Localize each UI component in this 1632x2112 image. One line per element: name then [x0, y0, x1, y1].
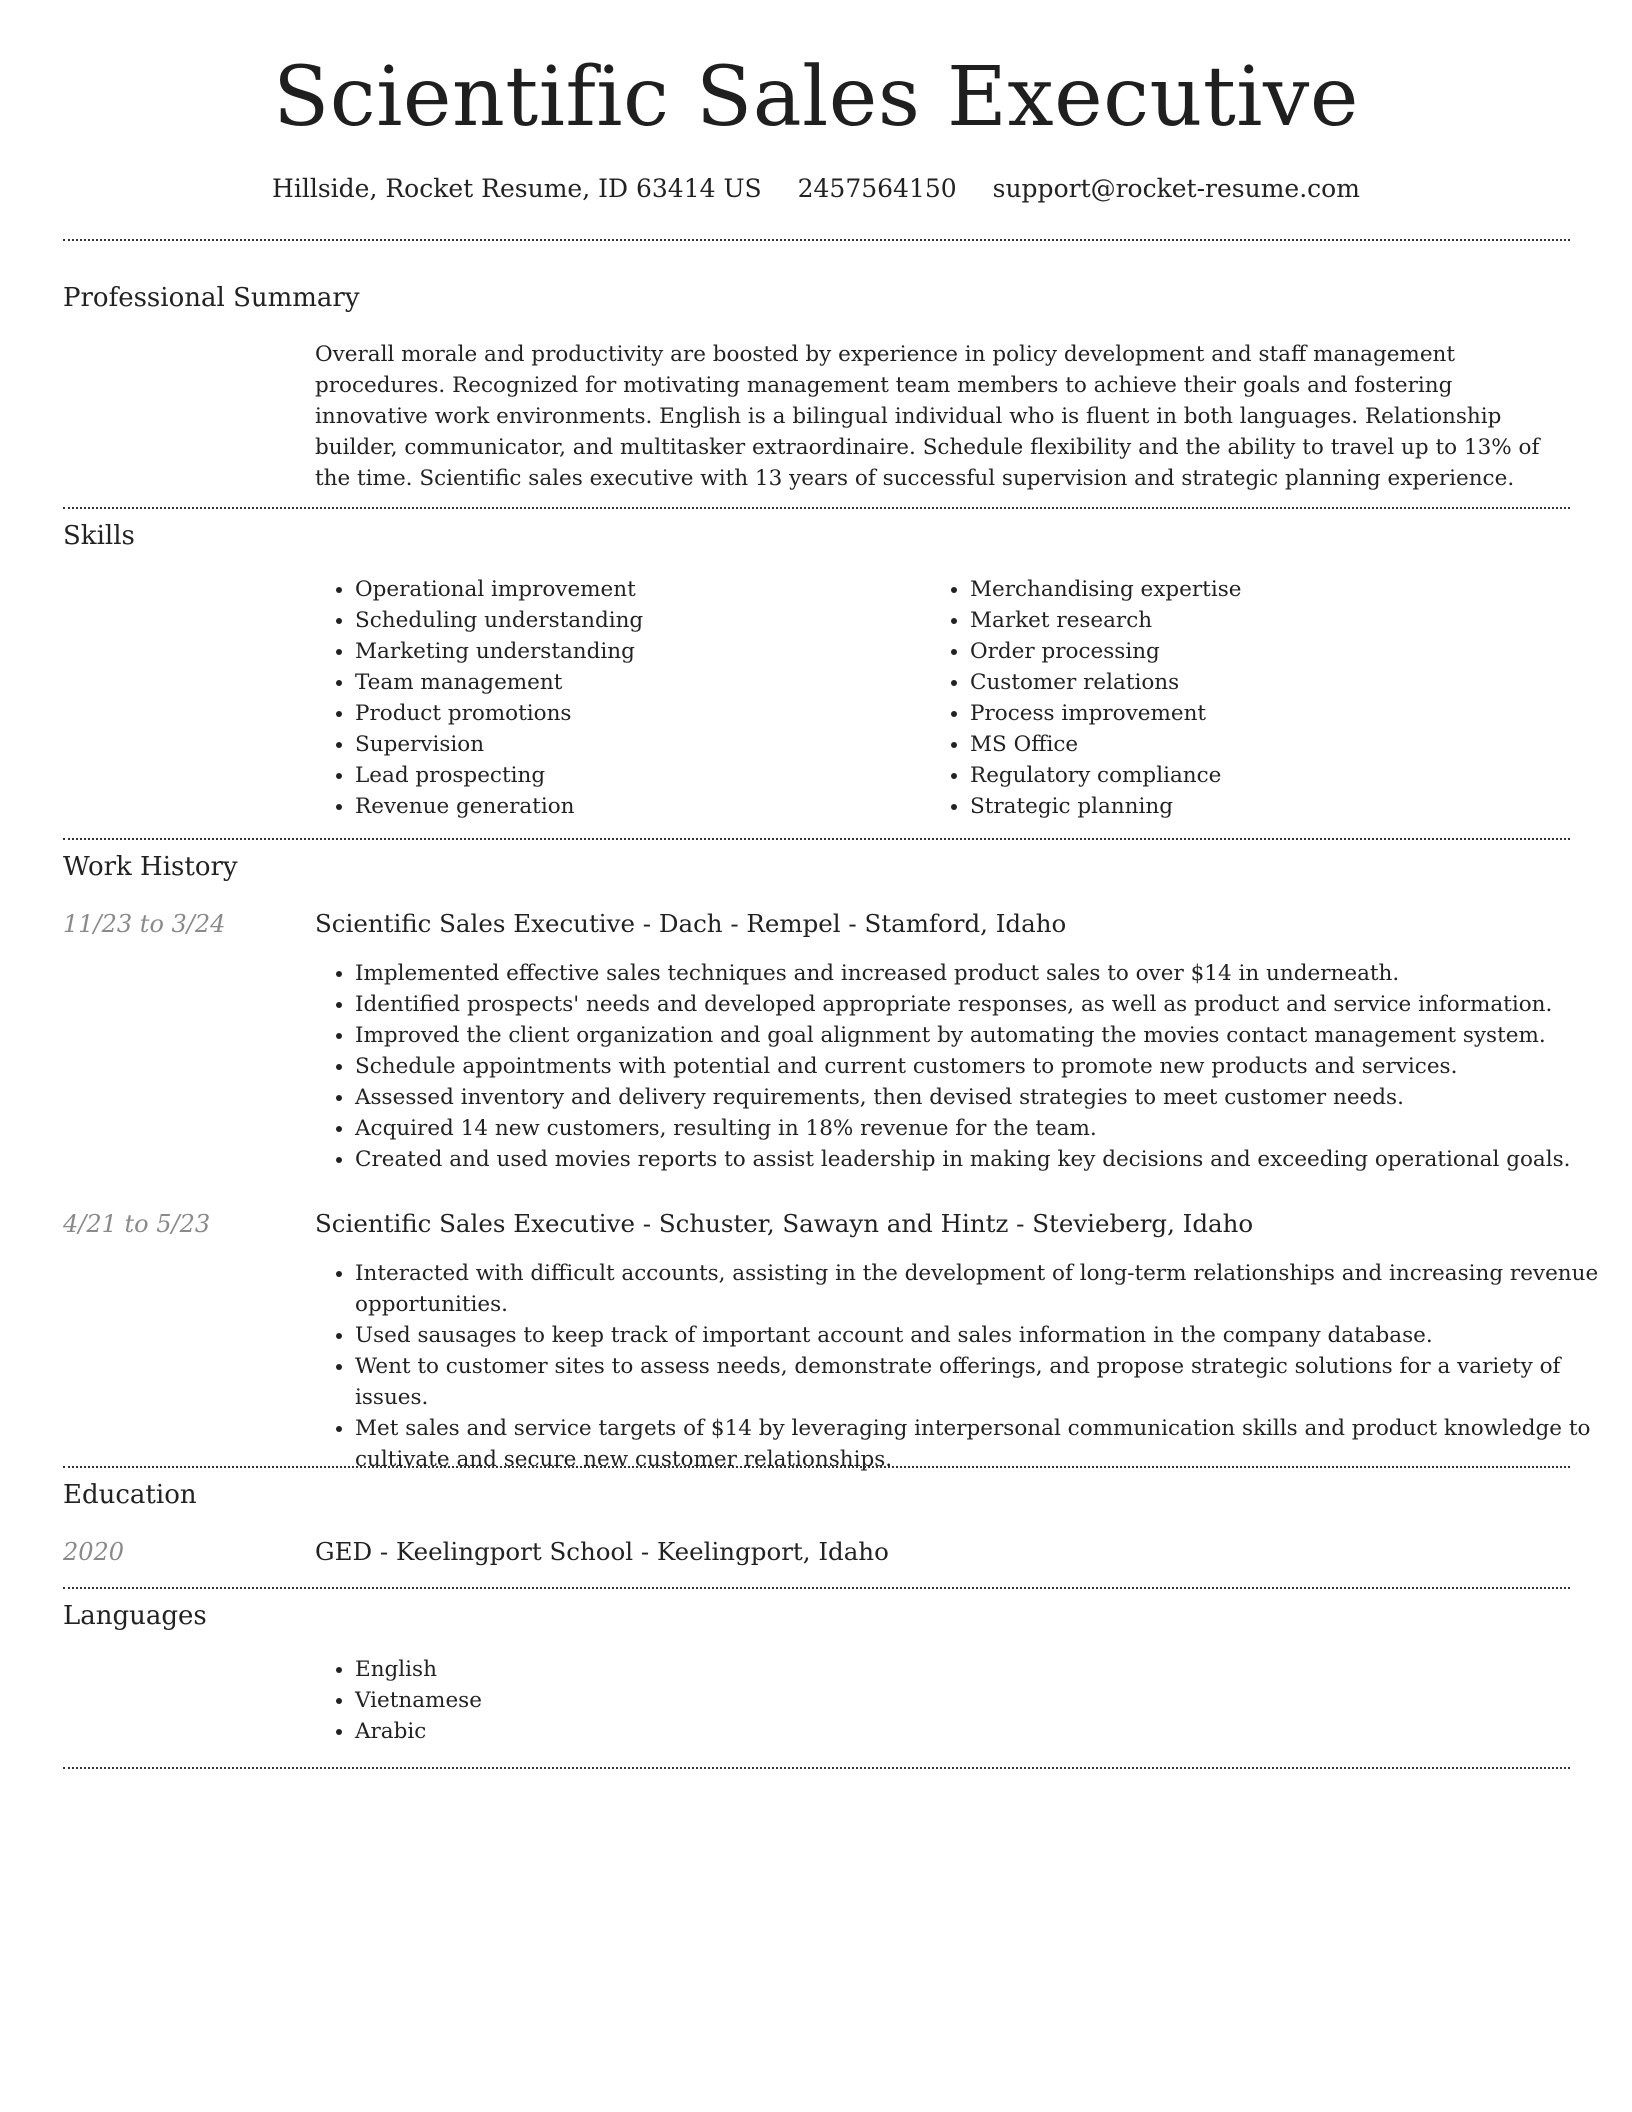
skill-item: • Operational improvement — [355, 574, 915, 605]
languages-list — [311, 1654, 955, 1747]
job-bullet: • Went to customer sites to assess needs, demonstrate offerings, and propose strategic solutions for a variety of issues. — [355, 1351, 1605, 1413]
skill-item: • Merchandising expertise — [970, 574, 1570, 605]
job-heading: Scientific Sales Executive - Dach - Rempel - Stamford, Idaho — [315, 909, 1067, 938]
job-bullet: • Acquired 14 new customers, resulting in 18% revenue for the team. — [355, 1113, 1620, 1144]
skill-item: • Process improvement — [970, 698, 1570, 729]
job-bullets — [311, 958, 1620, 1175]
contact-phone: 2457564150 — [797, 174, 957, 203]
job-bullet: • Implemented effective sales techniques and increased product sales to over $14 in underneath. — [355, 958, 1620, 989]
section-title-summary: Professional Summary — [63, 283, 360, 313]
skill-item: • Scheduling understanding — [355, 605, 915, 636]
education-entry: GED - Keelingport School - Keelingport, Idaho — [315, 1537, 889, 1566]
language-item: • Vietnamese — [355, 1685, 955, 1716]
divider — [63, 239, 1570, 241]
language-item: • English — [355, 1654, 955, 1685]
divider — [63, 838, 1570, 840]
education-year: 2020 — [63, 1538, 125, 1566]
divider — [63, 1587, 1570, 1589]
skill-item: • Lead prospecting — [355, 760, 915, 791]
skill-item: • Marketing understanding — [355, 636, 915, 667]
skill-item: • Supervision — [355, 729, 915, 760]
contact-email: support@rocket-resume.com — [992, 174, 1360, 203]
skill-item: • Product promotions — [355, 698, 915, 729]
section-title-languages: Languages — [63, 1601, 207, 1631]
divider — [63, 507, 1570, 509]
skills-list-left — [311, 574, 915, 822]
job-bullet: • Used sausages to keep track of important account and sales information in the company database. — [355, 1320, 1605, 1351]
skill-item: • Order processing — [970, 636, 1570, 667]
contact-address: Hillside, Rocket Resume, ID 63414 US — [272, 174, 762, 203]
section-title-skills: Skills — [63, 521, 135, 551]
job-bullet: • Schedule appointments with potential and current customers to promote new products and services. — [355, 1051, 1620, 1082]
summary-text: Overall morale and productivity are boosted by experience in policy development and staff management procedures. Recognized for motivating management team members to achieve their goals and fostering innovative work environments. English is a bilingual individual who is fluent in both languages. Relationship builder, communicator, and multitasker extraordinaire. Schedule flexibility and the ability to travel up to 13% of the time. Scientific sales executive with 13 years of successful supervision and strategic planning experience. — [315, 342, 1540, 491]
skills-list-right — [926, 574, 1570, 822]
section-title-education: Education — [63, 1480, 197, 1510]
skill-item: • Customer relations — [970, 667, 1570, 698]
divider — [63, 1466, 1570, 1468]
divider — [63, 1767, 1570, 1769]
skill-item: • Revenue generation — [355, 791, 915, 822]
section-title-work: Work History — [63, 852, 238, 882]
skill-item: • Strategic planning — [970, 791, 1570, 822]
job-bullet: • Created and used movies reports to assist leadership in making key decisions and exceeding operational goals. — [355, 1144, 1620, 1175]
skill-item: • MS Office — [970, 729, 1570, 760]
job-bullet: • Assessed inventory and delivery requirements, then devised strategies to meet customer needs. — [355, 1082, 1620, 1113]
skill-item: • Market research — [970, 605, 1570, 636]
job-bullet: • Improved the client organization and goal alignment by automating the movies contact management system. — [355, 1020, 1620, 1051]
candidate-name: Scientific Sales Executive — [273, 50, 1359, 145]
job-bullet: • Interacted with difficult accounts, assisting in the development of long-term relationships and increasing revenue opportunities. — [355, 1258, 1605, 1320]
job-bullets — [311, 1258, 1605, 1475]
skill-item: • Regulatory compliance — [970, 760, 1570, 791]
job-bullet: • Met sales and service targets of $14 by leveraging interpersonal communication skills and product knowledge to cultivate and secure new customer relationships. — [355, 1413, 1605, 1475]
contact-line — [0, 170, 1632, 208]
job-dates: 11/23 to 3/24 — [63, 910, 226, 938]
job-bullet: • Identified prospects' needs and developed appropriate responses, as well as product and service information. — [355, 989, 1620, 1020]
job-heading: Scientific Sales Executive - Schuster, Sawayn and Hintz - Stevieberg, Idaho — [315, 1209, 1254, 1238]
language-item: • Arabic — [355, 1716, 955, 1747]
skill-item: • Team management — [355, 667, 915, 698]
job-dates: 4/21 to 5/23 — [63, 1210, 211, 1238]
